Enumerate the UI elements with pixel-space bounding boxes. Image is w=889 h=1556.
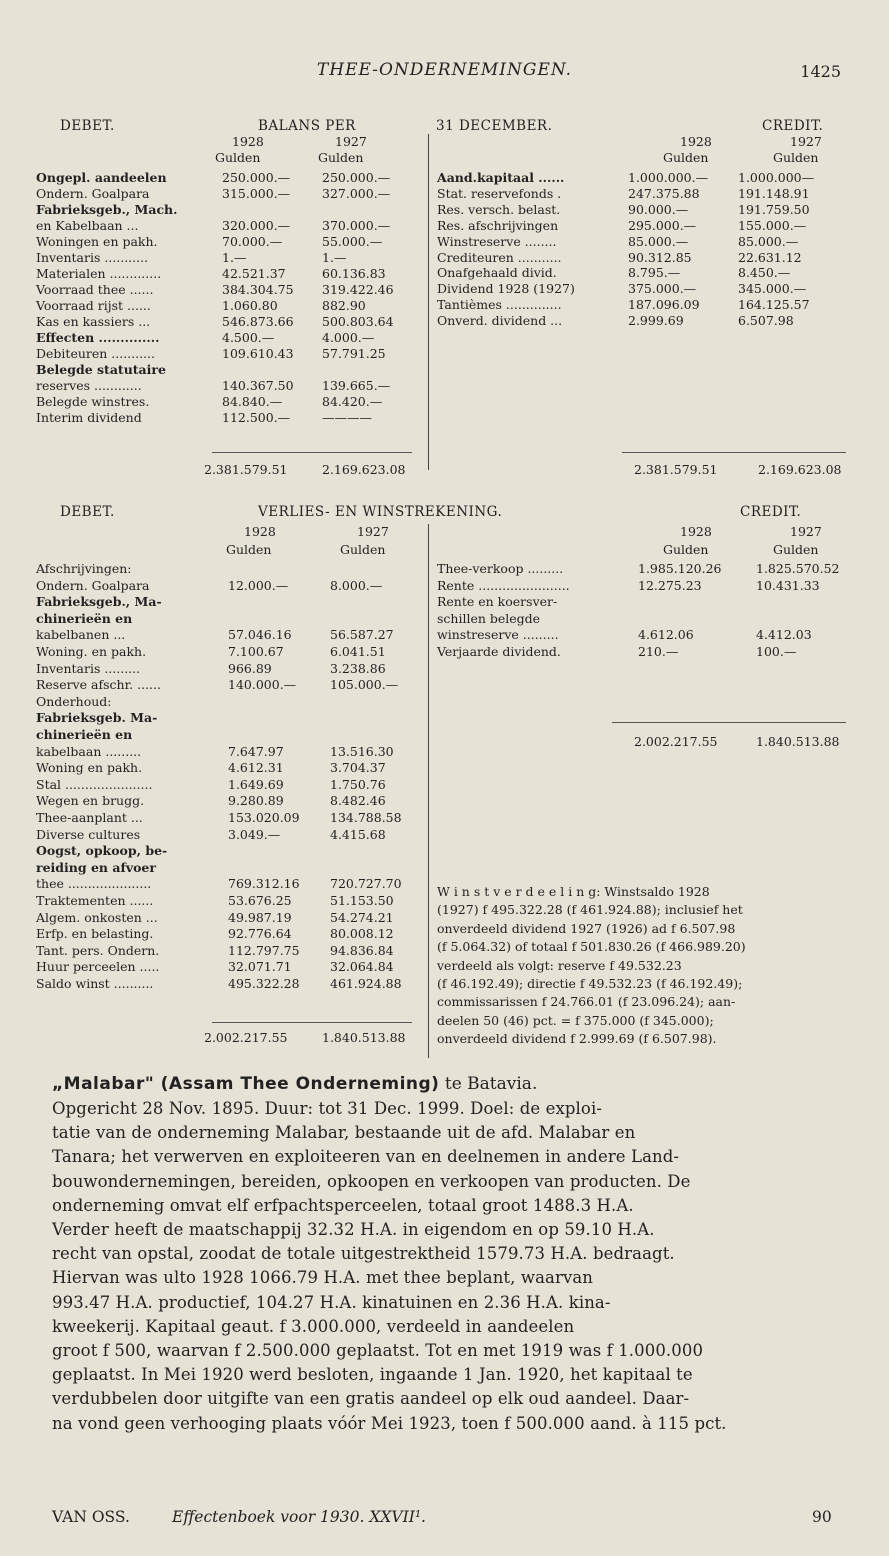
vw-debet-value-1928: 49.987.19 [228,909,292,925]
vw-debet-label: Woning en pakh. [36,760,143,776]
balans-credit-value-1928: 187.096.09 [628,297,700,313]
vw-debet-row [0,760,889,776]
vw-debet-row [0,694,889,710]
vw-debet-value-1927: 3.704.37 [330,760,386,776]
winstverdeeling-line: verdeeld als volgt: reserve f 49.532.23 [437,957,682,973]
balans-debet-value-1927: 250.000.— [322,170,391,185]
balans-debet-value-1928: 546.873.66 [222,314,294,329]
vw-debet-value-1928: 57.046.16 [228,627,292,643]
vw-debet-label: Huur perceelen ..... [36,959,160,975]
vw-debet-label: Tant. pers. Ondern. [36,942,160,958]
balans-debet-value-1928: 42.521.37 [222,266,286,281]
vw-debet-value-1928: 9.280.89 [228,793,284,809]
vw-debet-label: chinerieën en [36,727,133,742]
balans-debet-value-1928: 70.000.— [222,234,283,249]
vw-credit-value-1927: 10.431.33 [756,577,820,593]
balans-debet-value-1928: 315.000.— [222,186,291,201]
balans-debet-row [0,410,889,426]
vw-credit-label: schillen belegde [437,610,541,626]
balans-debet-label: Woningen en pakh. [36,234,158,249]
balans-debet-value-1927: 1.— [322,250,347,265]
vw-debet-value-1927: 3.238.86 [330,660,386,676]
balans-debet-value-1927: 327.000.— [322,186,391,201]
vw-debet-label: Fabrieksgeb., Ma- [36,594,162,610]
balans-credit-row [0,186,889,202]
vw-credit-row [0,644,889,660]
vw-credit-row [0,578,889,594]
vw-debet-row [0,827,889,843]
vw-debet-label: Ondern. Goalpara [36,577,150,593]
balans-debet-label: Interim dividend [36,410,142,425]
balans-credit-row [0,250,889,266]
balans-debet-label: en Kabelbaan ... [36,218,139,233]
vw-debet-value-1927: 720.727.70 [330,876,402,892]
vw-debet-value-1927: 94.836.84 [330,942,394,958]
balans-credit-value-1927: 345.000.— [738,281,807,297]
vw-credit-row [0,561,889,577]
vw-debet-row [0,860,889,876]
balans-credit-label: Onverd. dividend ... [437,313,563,329]
description-line: tatie van de onderneming Malabar, bestaande uit de afd. Malabar en [52,1123,636,1143]
balans-debet-value-1927: 57.791.25 [322,346,386,361]
balans-credit-value-1927: 22.631.12 [738,249,802,265]
vw-debet-value-1928: 153.020.09 [228,810,300,825]
balans-debet-value-1927: 139.665.— [322,378,391,393]
vw-year-2: 1927 [357,524,389,539]
footer-title: Effectenboek voor 1930. XXVII¹. [172,1508,426,1526]
balans-debet-value-1927: 319.422.46 [322,282,394,297]
description-line: Opgericht 28 Nov. 1895. Duur: tot 31 Dec. 1999. Doel: de exploi- [52,1099,603,1118]
balans-credit-label: Stat. reservefonds . [437,185,562,201]
balans-debet-label: reserves ............ [36,378,142,393]
balans-debet-label: Debiteuren ........... [36,346,155,361]
footer-author: VAN OSS. [52,1508,130,1526]
balans-debet-label: Belegde statutaire [36,362,166,377]
vw-debet-label: Onderhoud: [36,693,112,709]
balans-debet-label: Voorraad rijst ...... [36,298,151,313]
company-name: „Malabar" (Assam Thee Onderneming) [52,1074,440,1094]
vw-debet-value-1928: 769.312.16 [228,876,300,892]
vw-debet-value-1927: 105.000.— [330,677,399,693]
balans-debet-row [0,346,889,362]
vw-unit-2: Gulden [340,542,386,557]
vw-debet-value-1927: 51.153.50 [330,893,394,908]
vw-debet-row [0,843,889,859]
balans-debet-value-1927: ———— [322,410,372,425]
vw-debet-label: Fabrieksgeb. Ma- [36,710,158,726]
balans-credit-value-1927: 1.000.000— [738,170,815,185]
balans-debet-value-1928: 384.304.75 [222,282,294,297]
vw-credit-row [0,611,889,627]
winstverdeeling-line: deelen 50 (46) pct. = f 375.000 (f 345.000); [437,1012,714,1028]
balans-debet-label: Kas en kassiers ... [36,314,151,329]
vw-credit-year-1: 1928 [680,524,712,539]
vw-debet-row [0,661,889,677]
vw-debet-label: Algem. onkosten ... [36,909,158,925]
vw-debet-value-1928: 32.071.71 [228,959,292,975]
vw-credit-row [0,627,889,643]
balans-debet-value-1928: 109.610.43 [222,346,294,361]
vw-debet-value-1928: 53.676.25 [228,893,292,908]
vw-debet-label: thee ..................... [36,876,152,892]
description-line: geplaatst. In Mei 1920 werd besloten, ingaande 1 Jan. 1920, het kapitaal te [52,1365,693,1385]
balans-credit-label: Res. afschrijvingen [437,217,559,233]
balans-debet-row [0,394,889,410]
vw-debet-value-1927: 32.064.84 [330,959,394,975]
balans-credit-value-1927: 164.125.57 [738,297,810,313]
vw-credit-value-1928: 210.— [638,644,679,659]
balans-debet-row [0,362,889,378]
vw-debet-label: Traktementen ...... [36,893,154,908]
description-line: onderneming omvat elf erfpachtsperceelen, totaal groot 1488.3 H.A. [52,1195,634,1215]
vw-debet-value-1928: 7.100.67 [228,644,284,659]
balans-debet-value-1927: 4.000.— [322,330,375,345]
vw-debet-label: Diverse cultures [36,826,141,842]
balans-credit-value-1927: 6.507.98 [738,313,794,329]
vw-debet-rule [212,1022,412,1023]
winstverdeeling-line: (f 5.064.32) of totaal f 501.830.26 (f 466.989.20) [437,939,746,955]
balans-debet-label: Belegde winstres. [36,394,150,409]
vw-debet-value-1927: 80.008.12 [330,926,394,942]
balans-debet-value-1928: 320.000.— [222,218,291,233]
balans-credit-year-2: 1927 [790,134,822,149]
vw-credit-value-1928: 4.612.06 [638,627,694,643]
balans-year-2: 1927 [335,134,367,149]
balans-credit-unit-2: Gulden [773,150,819,165]
balans-debet-value-1927: 882.90 [322,298,366,313]
vw-debet-value-1927: 1.750.76 [330,776,386,792]
balans-credit-total-1927: 2.169.623.08 [758,462,842,477]
vw-debet-value-1928: 4.612.31 [228,760,284,776]
balans-credit-row [0,281,889,297]
footer-page: 90 [812,1508,832,1526]
vw-debet-label: chinerieën en [36,610,133,626]
vw-debet-label: Inventaris ......... [36,660,141,676]
balans-credit-row [0,218,889,234]
vw-year-1: 1928 [244,524,276,539]
vw-debet-value-1927: 6.041.51 [330,644,386,659]
vw-debet-label: kabelbanen ... [36,627,126,643]
vw-debet-value-1927: 134.788.58 [330,810,402,825]
balans-credit-year-1: 1928 [680,134,712,149]
vw-debet-label: Thee-aanplant ... [36,810,143,825]
winstverdeeling-line: onverdeeld dividend 1927 (1926) ad f 6.507.98 [437,920,736,936]
vw-debet-label: Wegen en brugg. [36,793,145,809]
balans-credit-label: Tantièmes .............. [437,297,562,313]
vw-debet-row [0,677,889,693]
vw-debet-value-1928: 140.000.— [228,677,297,693]
running-title: THEE-ONDERNEMINGEN. [316,60,573,80]
winstverdeeling-line: W i n s t v e r d e e l i n g: Winstsaldo 1928 [437,884,710,899]
vw-credit-label: CREDIT. [740,504,802,520]
vw-debet-label: reiding en afvoer [36,859,156,875]
balans-unit-2: Gulden [318,150,364,165]
vw-debet-value-1928: 1.649.69 [228,776,284,792]
balans-debet-value-1928: 4.500.— [222,330,275,345]
balans-debet-value-1927: 55.000.— [322,234,383,249]
balans-credit-total-1928: 2.381.579.51 [634,462,718,477]
vw-credit-unit-2: Gulden [773,542,819,557]
balans-debet-value-1927: 60.136.83 [322,266,386,281]
balans-credit-row [0,234,889,250]
vw-debet-value-1928: 495.322.28 [228,976,300,991]
vw-debet-value-1928: 3.049.— [228,826,281,842]
vw-credit-label: Thee-verkoop ......... [437,561,564,576]
balans-credit-row [0,170,889,186]
balans-credit-label: Res. versch. belast. [437,201,561,217]
balans-title-left: BALANS PER [258,118,356,134]
balans-debet-total-1928: 2.381.579.51 [204,462,288,477]
vw-debet-row [0,710,889,726]
balans-credit-rule [622,452,846,453]
balans-debet-value-1928: 1.060.80 [222,298,278,313]
vw-debet-label: DEBET. [60,504,115,520]
vw-debet-value-1927: 8.000.— [330,577,383,593]
company-location: te Batavia. [439,1074,538,1094]
vw-debet-row [0,810,889,826]
vw-credit-year-2: 1927 [790,524,822,539]
balans-credit-unit-1: Gulden [663,150,709,165]
vw-debet-value-1927: 54.274.21 [330,909,394,925]
vw-debet-row [0,793,889,809]
balans-debet-label: Effecten .............. [36,330,160,345]
vw-debet-label: kabelbaan ......... [36,743,142,759]
vw-debet-value-1927: 461.924.88 [330,976,402,991]
balans-credit-row [0,265,889,281]
balans-credit-value-1928: 90.312.85 [628,249,692,265]
vw-debet-label: Reserve afschr. ...... [36,677,161,693]
description-line: kweekerij. Kapitaal geaut. f 3.000.000, verdeeld in aandeelen [52,1316,575,1336]
description-line: Hiervan was ulto 1928 1066.79 H.A. met thee beplant, waarvan [52,1268,594,1288]
balans-debet-row [0,378,889,394]
description-line: Tanara; het verwerven en exploiteeren van en deelnemen in andere Land- [52,1147,680,1167]
vw-credit-label: Rente ....................... [437,577,570,593]
vw-credit-total-1927: 1.840.513.88 [756,734,840,749]
balans-credit-value-1927: 155.000.— [738,217,807,233]
vw-credit-value-1927: 100.— [756,644,797,659]
balans-debet-value-1928: 84.840.— [222,394,283,409]
vw-credit-label: Rente en koersver- [437,594,558,610]
vw-credit-value-1927: 4.412.03 [756,627,812,643]
balans-debet-row [0,330,889,346]
vw-debet-label: Woning. en pakh. [36,644,147,659]
balans-credit-value-1927: 191.148.91 [738,185,810,201]
balans-credit-value-1927: 8.450.— [738,265,791,281]
vw-credit-value-1928: 12.275.23 [638,577,702,593]
winstverdeeling-line: (f 46.192.49); directie f 49.532.23 (f 46.192.49); [437,976,743,991]
page-number: 1425 [800,62,841,81]
balans-debet-label: Ongepl. aandeelen [36,170,167,185]
vw-debet-label: Saldo winst .......... [36,976,154,991]
balans-credit-row [0,313,889,329]
vw-credit-total-1928: 2.002.217.55 [634,734,718,749]
balans-credit-label: Crediteuren ........... [437,249,562,265]
balans-debet-rule [212,452,412,453]
balans-unit-1: Gulden [215,150,261,165]
vw-title: VERLIES- EN WINSTREKENING. [258,504,503,520]
balans-credit-value-1928: 375.000.— [628,281,697,297]
balans-credit-value-1928: 247.375.88 [628,185,700,201]
balans-credit-label: Onafgehaald divid. [437,265,557,281]
vw-credit-rule [612,722,846,723]
vw-unit-1: Gulden [226,542,272,557]
balans-credit-label: Winstreserve ........ [437,233,557,249]
vw-debet-label: Stal ...................... [36,776,153,792]
balans-credit-value-1927: 191.759.50 [738,201,810,217]
balans-debet-value-1927: 370.000.— [322,218,391,233]
vw-debet-value-1928: 92.776.64 [228,926,292,942]
description-line: na vond geen verhooging plaats vóór Mei 1923, toen f 500.000 aand. à 115 pct. [52,1413,727,1433]
balans-debet-label: Inventaris ........... [36,250,149,265]
balans-debet-label: Fabrieksgeb., Mach. [36,202,178,217]
vw-debet-value-1928: 966.89 [228,660,272,676]
balans-year-1: 1928 [232,134,264,149]
balans-divider [428,134,429,470]
winstverdeeling-line: commissarissen f 24.766.01 (f 23.096.24); aan- [437,994,736,1010]
vw-debet-label: Afschrijvingen: [36,561,132,576]
description-line: 993.47 H.A. productief, 104.27 H.A. kinatuinen en 2.36 H.A. kina- [52,1292,611,1312]
vw-debet-value-1927: 4.415.68 [330,826,386,842]
vw-credit-label: Verjaarde dividend. [437,644,561,659]
vw-divider [428,524,429,1058]
balans-credit-row [0,297,889,313]
balans-debet-value-1928: 140.367.50 [222,378,294,393]
vw-debet-label: Erfp. en belasting. [36,926,154,942]
balans-credit-value-1928: 2.999.69 [628,313,684,329]
vw-debet-total-1928: 2.002.217.55 [204,1030,288,1045]
vw-credit-label: winstreserve ......... [437,627,559,643]
balans-credit-label: Aand.kapitaal ...... [437,170,565,185]
vw-debet-row [0,777,889,793]
balans-credit-label: CREDIT. [762,118,824,134]
balans-credit-value-1928: 1.000.000.— [628,170,709,185]
vw-credit-value-1928: 1.985.120.26 [638,561,722,576]
balans-credit-value-1928: 295.000.— [628,217,697,233]
balans-debet-value-1928: 250.000.— [222,170,291,185]
balans-credit-value-1927: 85.000.— [738,233,799,249]
vw-debet-value-1927: 56.587.27 [330,627,394,643]
vw-debet-total-1927: 1.840.513.88 [322,1030,406,1045]
company-heading [52,1071,537,1097]
balans-debet-label: Ondern. Goalpara [36,186,150,201]
vw-debet-value-1928: 112.797.75 [228,942,300,958]
description-line: bouwondernemingen, bereiden, opkoopen en verkoopen van producten. De [52,1171,691,1191]
balans-debet-label: Materialen ............. [36,266,162,281]
balans-debet-value-1928: 112.500.— [222,410,291,425]
balans-debet-total-1927: 2.169.623.08 [322,462,406,477]
vw-debet-value-1927: 13.516.30 [330,743,394,759]
balans-debet-label: Voorraad thee ...... [36,282,154,297]
balans-debet-value-1927: 84.420.— [322,394,383,409]
balans-credit-row [0,202,889,218]
description-line: groot f 500, waarvan f 2.500.000 geplaatst. Tot en met 1919 was f 1.000.000 [52,1341,704,1360]
balans-debet-value-1928: 1.— [222,250,247,265]
description-line: Verder heeft de maatschappij 32.32 H.A. in eigendom en op 59.10 H.A. [52,1220,655,1239]
balans-credit-label: Dividend 1928 (1927) [437,281,575,297]
balans-credit-value-1928: 85.000.— [628,233,689,249]
description-line: verdubbelen door uitgifte van een gratis aandeel op elk oud aandeel. Daar- [52,1389,690,1409]
balans-title-right: 31 DECEMBER. [436,118,553,134]
balans-debet-label: DEBET. [60,118,115,134]
balans-credit-value-1928: 90.000.— [628,201,689,217]
balans-debet-value-1927: 500.803.64 [322,314,394,329]
vw-debet-label: Oogst, opkoop, be- [36,843,168,859]
vw-credit-unit-1: Gulden [663,542,709,557]
vw-debet-value-1927: 8.482.46 [330,793,386,809]
description-line: recht van opstal, zoodat de totale uitgestrektheid 1579.73 H.A. bedraagt. [52,1244,675,1264]
vw-debet-value-1928: 12.000.— [228,577,289,593]
vw-credit-value-1927: 1.825.570.52 [756,561,840,576]
winstverdeeling-line: onverdeeld dividend f 2.999.69 (f 6.507.98). [437,1031,717,1047]
balans-credit-value-1928: 8.795.— [628,265,681,281]
winstverdeeling-line: (1927) f 495.322.28 (f 461.924.88); inclusief het [437,902,743,918]
vw-credit-row [0,594,889,610]
vw-debet-value-1928: 7.647.97 [228,743,284,759]
